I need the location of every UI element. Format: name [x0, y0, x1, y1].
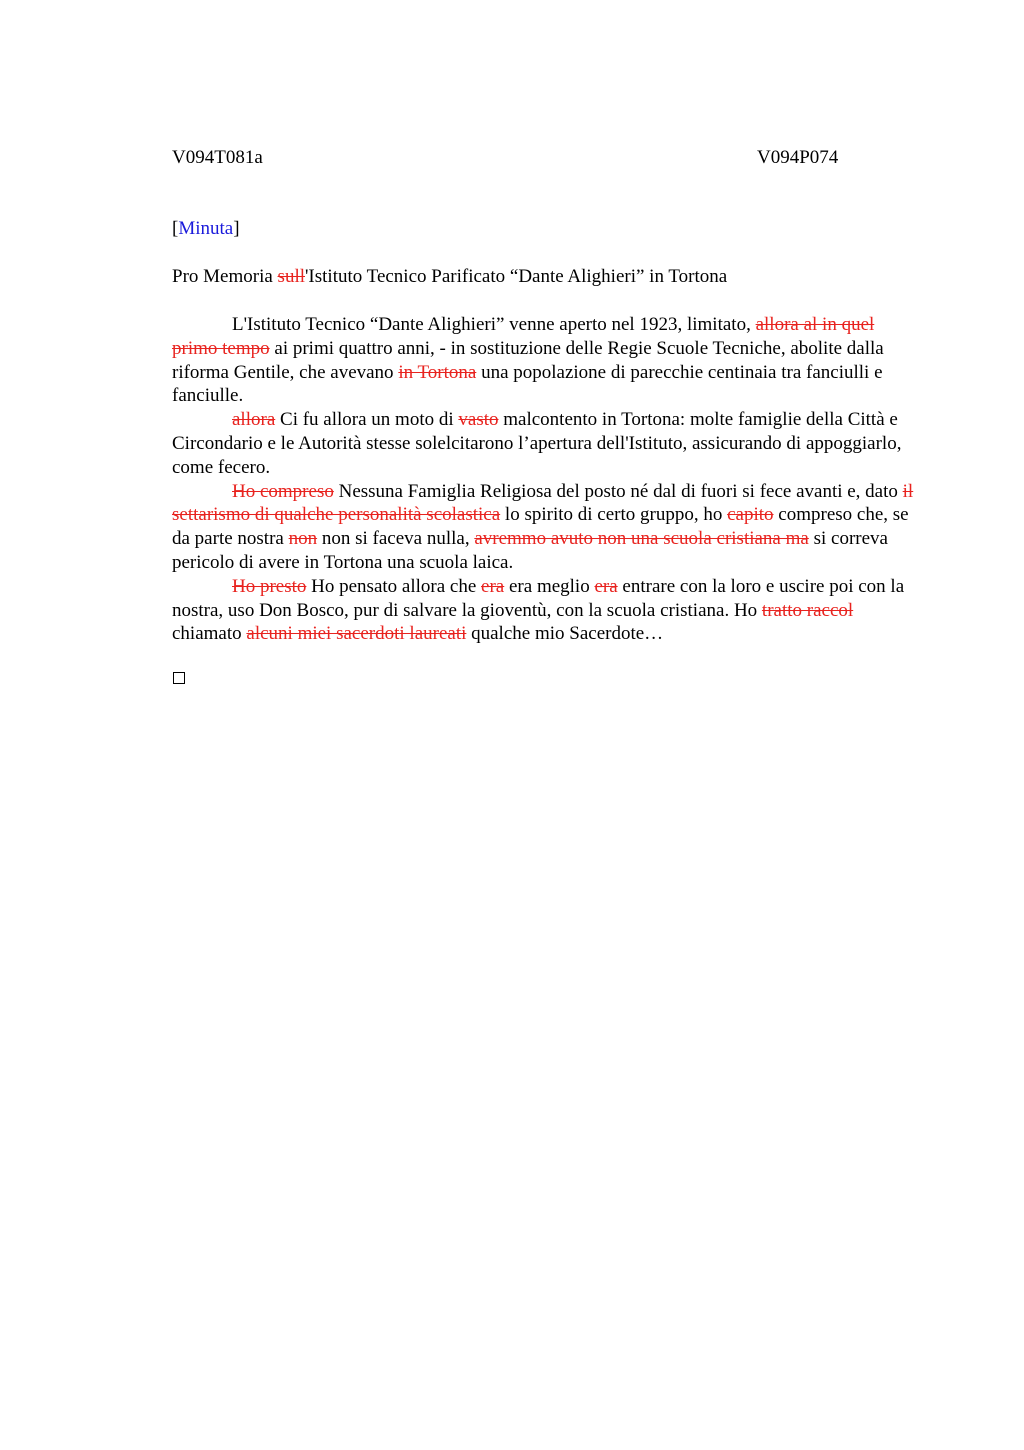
document-code-left: V094T081a: [172, 147, 263, 168]
deleted-text: non: [288, 528, 318, 550]
document-body: [172, 313, 918, 646]
paragraph-2: [172, 408, 918, 479]
deleted-text: tratto raccol: [761, 599, 854, 621]
deleted-text: Ho presto: [232, 575, 307, 597]
text: lo spirito di certo gruppo, ho: [500, 504, 728, 526]
paragraph-1: [172, 313, 918, 408]
deleted-text: il settarismo di qualche personalità scolastica: [172, 480, 914, 526]
text: Ho pensato allora che: [306, 575, 482, 597]
text: L'Istituto Tecnico “Dante Alighieri” venne aperto nel 1923, limitato,: [232, 314, 756, 335]
title-text: 'Istituto Tecnico Parificato “Dante Alighieri” in Tortona: [305, 266, 728, 287]
deleted-text: allora: [232, 409, 276, 431]
document-code-right: V094P074: [757, 147, 839, 168]
text: ai primi quattro anni, - in sostituzione delle Regie Scuole Tecniche, abolite dalla riforma Gentile, che avevano: [172, 337, 884, 383]
bracket-open: [: [172, 218, 179, 239]
deleted-text: allora al in quel primo tempo: [172, 314, 875, 359]
deleted-text: capito: [727, 504, 774, 526]
text: chiamato: [172, 623, 247, 645]
text: Ci fu allora un moto di: [275, 409, 459, 431]
deleted-text: sull: [277, 266, 305, 287]
deleted-text: era: [594, 575, 618, 597]
deleted-text: avremmo avuto non una scuola cristiana ma: [474, 528, 809, 550]
deleted-text: vasto: [458, 409, 499, 431]
deleted-text: era: [481, 575, 505, 597]
text: si correva pericolo di avere in Tortona una scuola laica.: [172, 528, 888, 573]
paragraph-4: [172, 575, 918, 646]
deleted-text: in Tortona: [398, 361, 477, 383]
text: compreso che, se da parte nostra: [172, 504, 909, 550]
paragraph-3: [172, 480, 918, 575]
text: malcontento in Tortona: molte famiglie della Città e Circondario e le Autorità stesse solelcitarono l’apertura dell'Istituto, assicurando di appoggiarlo, come fecero.: [172, 409, 902, 478]
text: non si faceva nulla,: [317, 528, 475, 550]
empty-square-icon: [173, 672, 185, 684]
text: entrare con la loro e uscire poi con la nostra, uso Don Bosco, pur di salvare la gioventù, con la scuola cristiana. Ho: [172, 575, 905, 621]
bracket-close: ]: [233, 218, 240, 239]
minuta-label: [172, 218, 240, 240]
minuta-link: Minuta: [178, 218, 234, 239]
title-text: Pro Memoria: [172, 266, 278, 287]
deleted-text: Ho compreso: [232, 480, 334, 502]
text: era meglio: [504, 575, 595, 597]
deleted-text: alcuni miei sacerdoti laureati: [246, 623, 467, 645]
text: una popolazione di parecchie centinaia tra fanciulli e fanciulle.: [172, 361, 883, 407]
text: qualche mio Sacerdote…: [466, 623, 664, 645]
text: Nessuna Famiglia Religiosa del posto né dal di fuori si fece avanti e, dato: [333, 480, 903, 502]
document-title: [172, 266, 727, 288]
